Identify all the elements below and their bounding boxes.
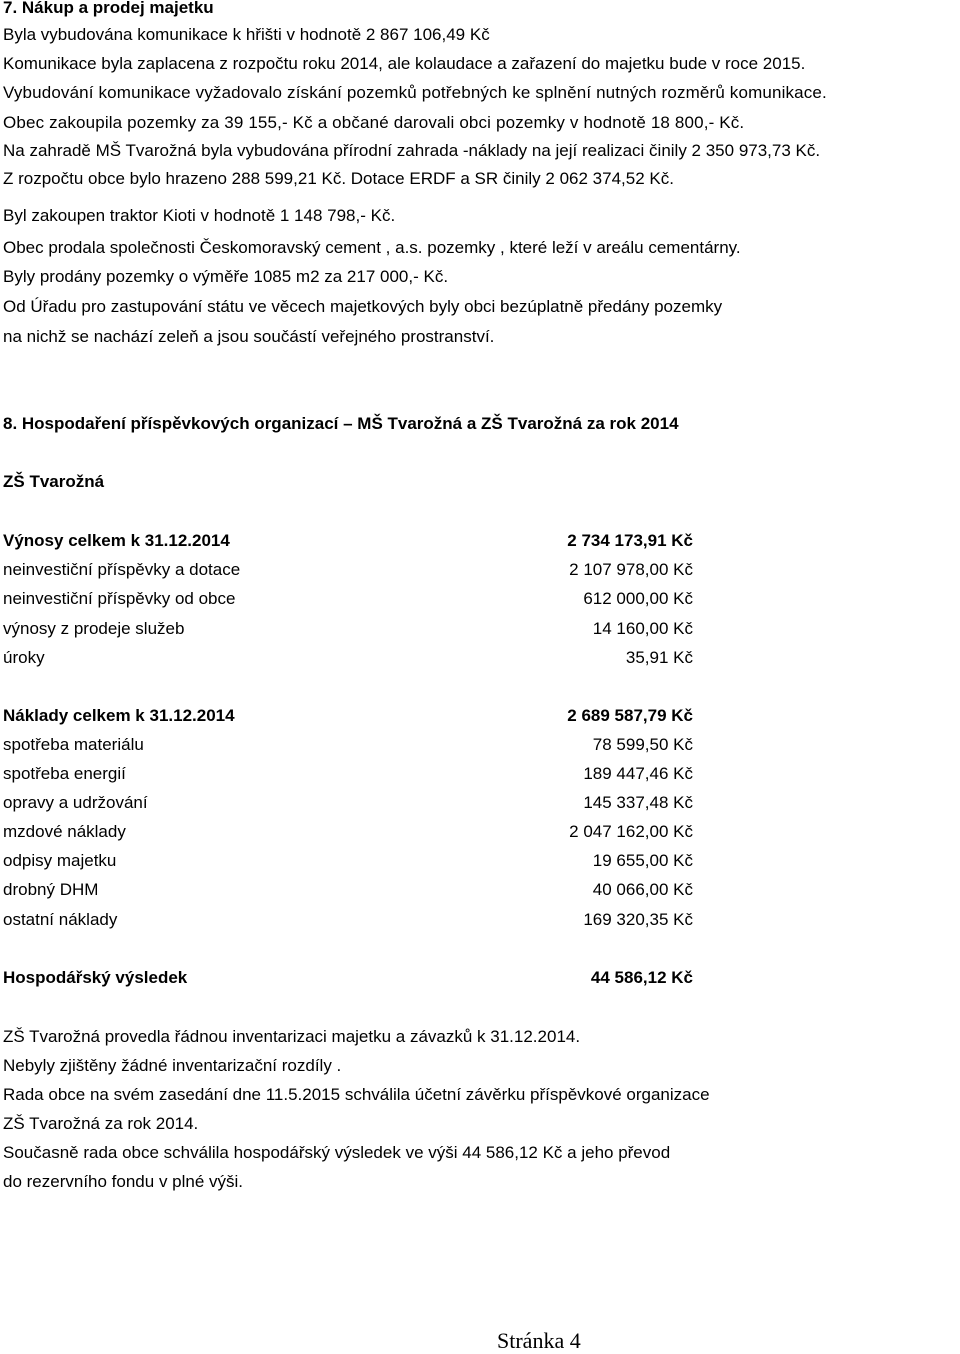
closing-line: Současně rada obce schválila hospodářský výsledek ve výši 44 586,12 Kč a jeho převod: [3, 1143, 671, 1162]
cost-label: opravy a udržování: [3, 793, 148, 812]
section-7-line: na nichž se nachází zeleň a jsou součástí veřejného prostranství.: [3, 327, 495, 346]
section-8-heading: 8. Hospodaření příspěvkových organizací – MŠ Tvarožná a ZŠ Tvarožná za rok 2014: [3, 414, 679, 433]
section-7-line: Vybudování komunikace vyžadovalo získání pozemků potřebných ke splnění nutných rozměrů komunikace.: [3, 83, 827, 102]
revenue-label: neinvestiční příspěvky a dotace: [3, 560, 241, 579]
closing-line: ZŠ Tvarožná provedla řádnou inventarizaci majetku a závazků k 31.12.2014.: [3, 1027, 581, 1046]
cost-value: 78 599,50 Kč: [592, 735, 693, 754]
section-7-line: Od Úřadu pro zastupování státu ve věcech majetkových byly obci bezúplatně předány pozemky: [3, 297, 723, 316]
cost-label: spotřeba materiálu: [3, 735, 144, 754]
closing-line: do rezervního fondu v plné výši.: [3, 1172, 244, 1191]
revenue-label: výnosy z prodeje služeb: [3, 619, 185, 638]
section-7-line: Byly prodány pozemky o výměře 1085 m2 za 217 000,- Kč.: [3, 267, 449, 286]
costs-total-value: 2 689 587,79 Kč: [567, 706, 693, 725]
section-7-line: Byl zakoupen traktor Kioti v hodnotě 1 148 798,- Kč.: [3, 206, 396, 225]
section-7-line: Komunikace byla zaplacena z rozpočtu roku 2014, ale kolaudace a zařazení do majetku bude v roce 2015.: [3, 54, 806, 73]
cost-label: drobný DHM: [3, 880, 99, 899]
closing-line: Nebyly zjištěny žádné inventarizační rozdíly .: [3, 1056, 342, 1075]
revenue-label: úroky: [3, 648, 45, 667]
revenue-value: 14 160,00 Kč: [592, 619, 693, 638]
revenues-total-label: Výnosy celkem k 31.12.2014: [3, 531, 230, 550]
revenue-value: 2 107 978,00 Kč: [569, 560, 693, 579]
cost-value: 169 320,35 Kč: [583, 910, 693, 929]
section-7-line: Na zahradě MŠ Tvarožná byla vybudována přírodní zahrada -náklady na její realizaci činily 2 350 973,73 Kč.: [3, 141, 821, 160]
revenue-label: neinvestiční příspěvky od obce: [3, 589, 236, 608]
closing-line: Rada obce na svém zasedání dne 11.5.2015 schválila účetní závěrku příspěvkové organizace: [3, 1085, 710, 1104]
organization-title: ZŠ Tvarožná: [3, 472, 105, 491]
revenues-total-value: 2 734 173,91 Kč: [567, 531, 693, 550]
costs-total-label: Náklady celkem k 31.12.2014: [3, 706, 235, 725]
cost-label: spotřeba energií: [3, 764, 126, 783]
cost-value: 189 447,46 Kč: [583, 764, 693, 783]
section-7-line: Byla vybudována komunikace k hřišti v hodnotě 2 867 106,49 Kč: [3, 25, 490, 44]
section-7-heading: 7. Nákup a prodej majetku: [3, 0, 214, 17]
result-label: Hospodářský výsledek: [3, 968, 188, 987]
cost-label: mzdové náklady: [3, 822, 126, 841]
cost-value: 40 066,00 Kč: [592, 880, 693, 899]
cost-label: odpisy majetku: [3, 851, 117, 870]
revenue-value: 35,91 Kč: [625, 648, 693, 667]
revenue-value: 612 000,00 Kč: [583, 589, 693, 608]
section-7-line: Obec zakoupila pozemky za 39 155,- Kč a občané darovali obci pozemky v hodnotě 18 800,- Kč.: [3, 113, 745, 132]
result-value: 44 586,12 Kč: [590, 968, 693, 987]
cost-value: 145 337,48 Kč: [583, 793, 693, 812]
cost-value: 19 655,00 Kč: [592, 851, 693, 870]
cost-label: ostatní náklady: [3, 910, 118, 929]
page-number: Stránka 4: [497, 1328, 581, 1353]
closing-line: ZŠ Tvarožná za rok 2014.: [3, 1114, 199, 1133]
section-7-line: Z rozpočtu obce bylo hrazeno 288 599,21 Kč. Dotace ERDF a SR činily 2 062 374,52 Kč.: [3, 169, 674, 188]
cost-value: 2 047 162,00 Kč: [569, 822, 693, 841]
section-7-line: Obec prodala společnosti Českomoravský cement , a.s. pozemky , které leží v areálu cementárny.: [3, 238, 741, 257]
